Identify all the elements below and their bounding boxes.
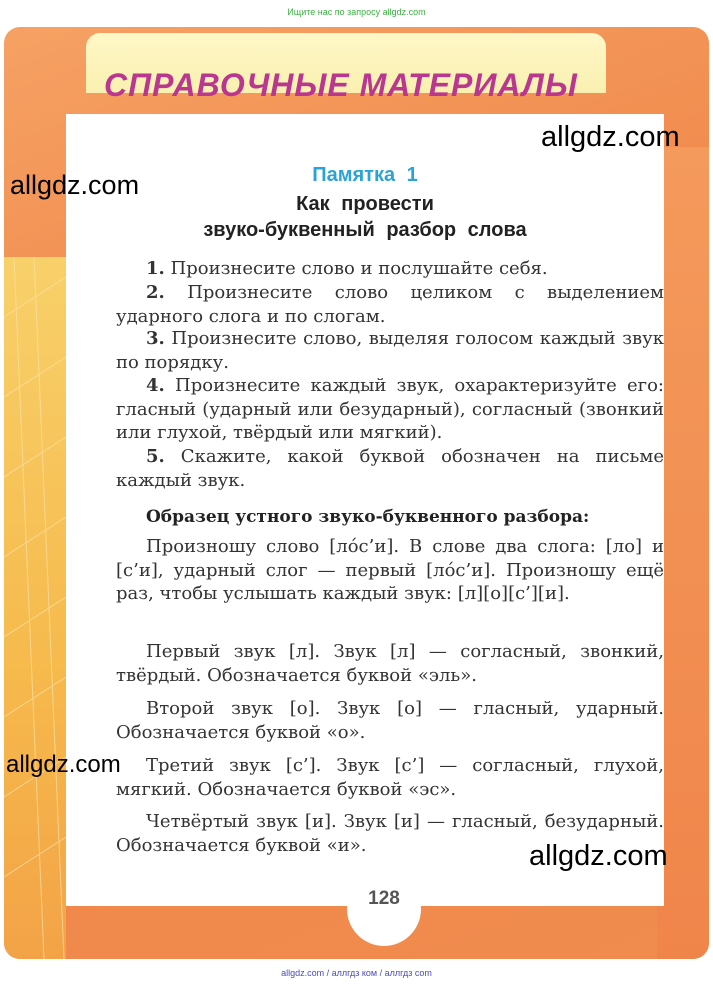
step-3: 3. Произнесите слово, выделяя голосом каждый звук по порядку. — [116, 328, 664, 373]
step-4: 4. Произнесите каждый звук, охарактеризуйте его: гласный (ударный или безударный), согласный (звонкий или глухой, твёрдый или мягкий). — [116, 375, 664, 443]
grid-pattern-decor — [4, 257, 66, 959]
step-2: 2. Произнесите слово целиком с выделением ударного слога и по слогам. — [116, 282, 664, 327]
watermark: allgdz.com — [10, 170, 140, 200]
top-banner: Ищите нас по запросу allgdz.com — [287, 7, 426, 17]
left-decor-panel — [4, 257, 66, 959]
bottom-banner: allgdz.com / аллгдз ком / аллгдз com — [281, 968, 432, 978]
header-title: СПРАВОЧНЫЕ МАТЕРИАЛЫ — [104, 67, 578, 103]
memo-title — [66, 191, 664, 243]
watermark: allgdz.com — [541, 121, 680, 153]
step-5: 5. Скажите, какой буквой обозначен на письме каждый звук. — [116, 446, 664, 491]
memo-title-line: звуко-буквенный разбор слова — [203, 219, 527, 241]
page-number: 128 — [368, 888, 400, 909]
right-decor-strip — [657, 147, 709, 959]
watermark: allgdz.com — [6, 751, 121, 778]
sample-paragraph: Третий звук [с’]. Звук [с’] — согласный, глухой, мягкий. Обозначается буквой «эс». — [116, 755, 664, 800]
sample-heading: Образец устного звуко-буквенного разбора: — [146, 507, 590, 527]
memo-title-line: Как провести — [296, 193, 434, 215]
memo-label: Памятка 1 — [312, 164, 418, 186]
watermark: allgdz.com — [529, 840, 668, 872]
sample-paragraph: Первый звук [л]. Звук [л] — согласный, звонкий, твёрдый. Обозначается буквой «эль». — [116, 641, 664, 686]
step-1: 1. Произнесите слово и послушайте себя. — [146, 258, 548, 279]
sample-paragraph: Четвёртый звук [и]. Звук [и] — гласный, безударный. Обозначается буквой «и». — [116, 811, 664, 856]
sample-paragraph: Произношу слово [ло́с’и]. В слове два слога: [ло] и [с’и], ударный слог — первый [ло́с’и]. Произношу ещё раз, чтобы услышать каждый звук: [л][о][с’][и]. — [116, 536, 664, 604]
sample-paragraph: Второй звук [о]. Звук [о] — гласный, ударный. Обозначается буквой «о». — [116, 698, 664, 743]
